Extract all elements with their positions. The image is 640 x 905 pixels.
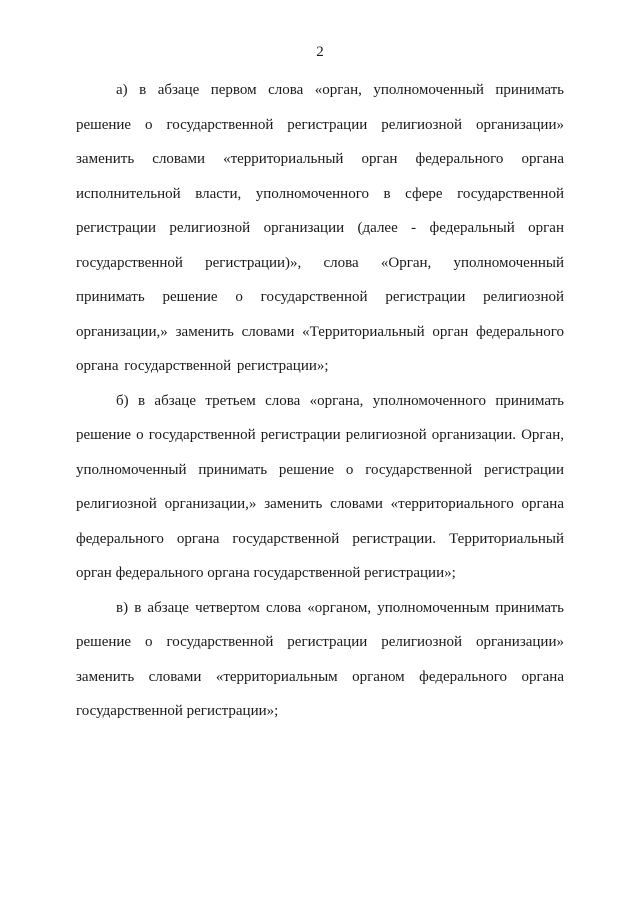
paragraph-b: б) в абзаце третьем слова «органа, уполномоченного принимать решение о государственной регистрации религиозной организации. Орган, уполномоченный принимать решение о государственной регистрации религиозной организации,» заменить словами «территориального органа федерального органа государственной регистрации. Территориальный орган федерального органа государственной регистрации»; [76, 392, 564, 581]
document-body [76, 73, 564, 729]
paragraph-c: в) в абзаце четвертом слова «органом, уполномоченным принимать решение о государственной регистрации религиозной организации» заменить словами «территориальным органом федерального органа государственной регистрации»; [76, 599, 564, 719]
page-number: 2 [316, 44, 324, 60]
paragraph-a: а) в абзаце первом слова «орган, уполномоченный принимать решение о государственной регистрации религиозной организации» заменить словами «территориальный орган федерального органа исполнительной власти, уполномоченного в сфере государственной регистрации религиозной организации (далее - федеральный орган государственной регистрации)», слова «Орган, уполномоченный принимать решение о государственной регистрации религиозной организации,» заменить словами «Территориальный орган федерального органа государственной регистрации»; [76, 82, 564, 374]
